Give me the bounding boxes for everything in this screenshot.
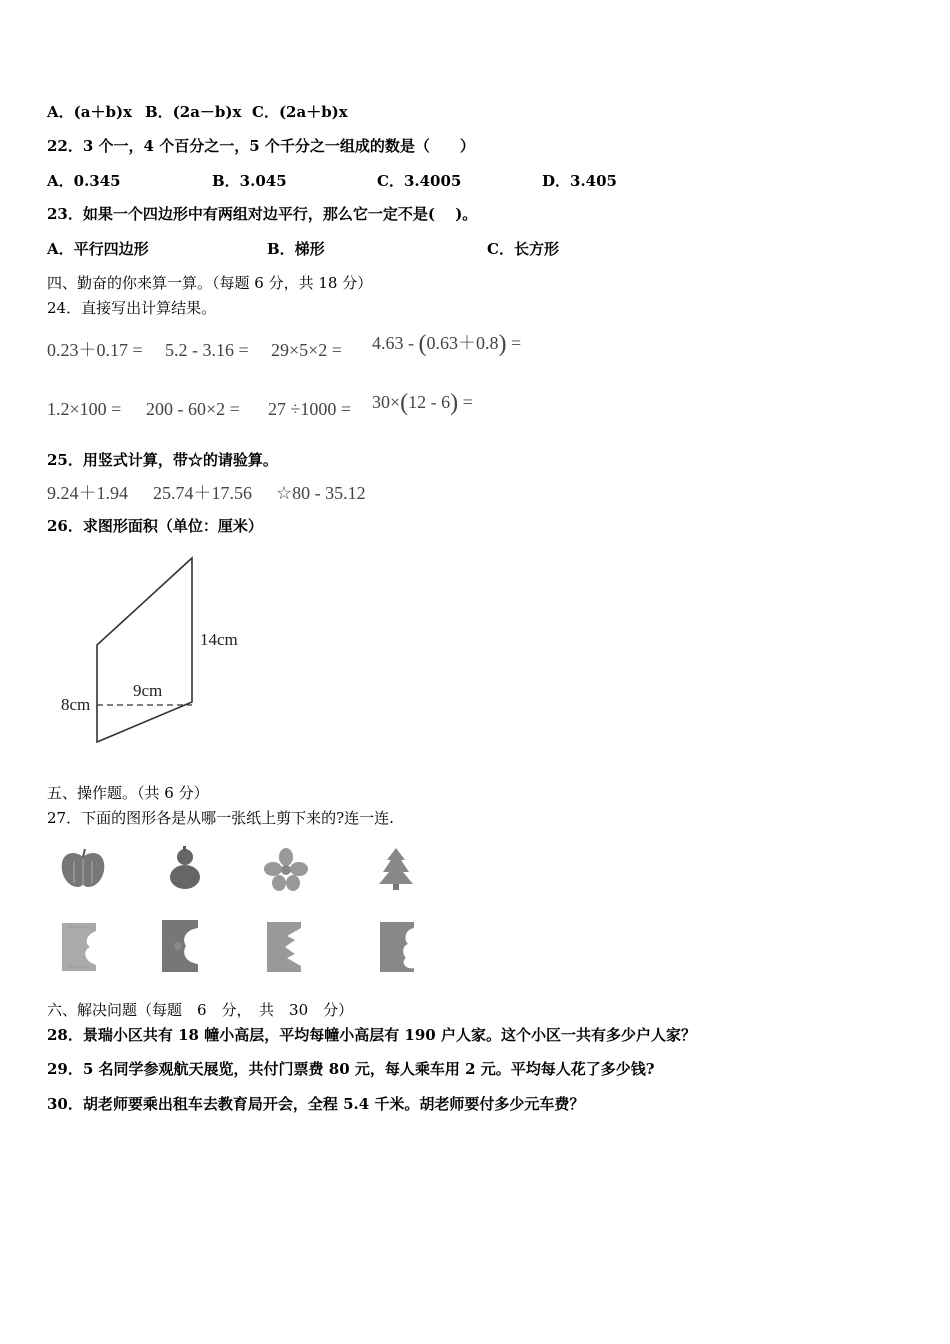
section-4-title: 四、勤奋的你来算一算。（每题 6 分，共 18 分） [47,274,373,292]
q22-option-a: A．0.345 [47,172,121,190]
q30-text: 30．胡老师要乘出租车去教育局开会，全程 5.4 千米。胡老师要付多少元车费？ [47,1095,585,1113]
q23-option-b: B．梯形 [267,240,325,258]
paper-c-cut [160,918,202,974]
section-6-title: 六、解决问题（每题 6 分， 共 30 分） [47,1001,354,1019]
q26-stem: 26．求图形面积（单位：厘米） [47,517,263,535]
parallelogram-outline [97,558,192,742]
parallelogram-figure [55,550,265,750]
q24-expr-4: 4.63 - (0.63＋0.8) = [372,331,522,357]
apple-icon [58,847,108,891]
q21-option-b: B．(2a－b)x [145,103,242,121]
q25-stem: 25．用竖式计算，带☆的请验算。 [47,451,278,469]
gourd-icon [163,845,207,893]
q25-expr-1: 9.24＋1.94 [47,483,128,503]
q22-option-c: C．3.4005 [377,172,462,190]
q24-expr-3: 29×5×2 = [271,340,342,360]
q27-stem: 27．下面的图形各是从哪一张纸上剪下来的?连一连. [47,809,394,827]
paper-e-cut [265,920,305,974]
q22-option-b: B．3.045 [212,172,287,190]
q25-expr-2: 25.74＋17.56 [153,483,252,503]
q24-expr-1: 0.23＋0.17 = [47,340,143,360]
q29-text: 29．5 名同学参观航天展览，共付门票费 80 元，每人乘车用 2 元。平均每人花了多少钱? [47,1060,655,1078]
paper-leaf-cut [60,921,100,973]
q23-stem: 23．如果一个四边形中有两组对边平行，那么它一定不是( )。 [47,205,478,223]
q22-option-d: D．3.405 [542,172,617,190]
q23-option-a: A．平行四边形 [47,240,149,258]
q21-option-a: A．(a＋b)x [47,103,132,121]
q22-stem: 22．3 个一，4 个百分之一，5 个千分之一组成的数是（ ） [47,137,475,155]
section-5-title: 五、操作题。（共 6 分） [47,784,209,802]
tree-icon [375,846,417,892]
q25-expr-3: ☆80 - 35.12 [276,483,366,503]
flower-icon [263,847,309,891]
q23-option-c: C．长方形 [487,240,559,258]
q24-stem: 24．直接写出计算结果。 [47,299,217,317]
q28-text: 28．景瑞小区共有 18 幢小高层，平均每幢小高层有 190 户人家。这个小区一共有多少户人家？ [47,1026,696,1044]
q24-expr-5: 1.2×100 = [47,399,122,419]
q24-expr-8: 30×(12 - 6) = [372,390,473,416]
label-8cm: 8cm [61,695,91,714]
label-9cm: 9cm [133,681,163,700]
label-14cm: 14cm [200,630,238,649]
q24-expr-6: 200 - 60×2 = [146,399,240,419]
q24-expr-2: 5.2 - 3.16 = [165,340,249,360]
paper-round-cut [378,920,418,974]
q21-option-c: C．(2a＋b)x [252,103,348,121]
q24-expr-7: 27 ÷1000 = [268,399,352,419]
